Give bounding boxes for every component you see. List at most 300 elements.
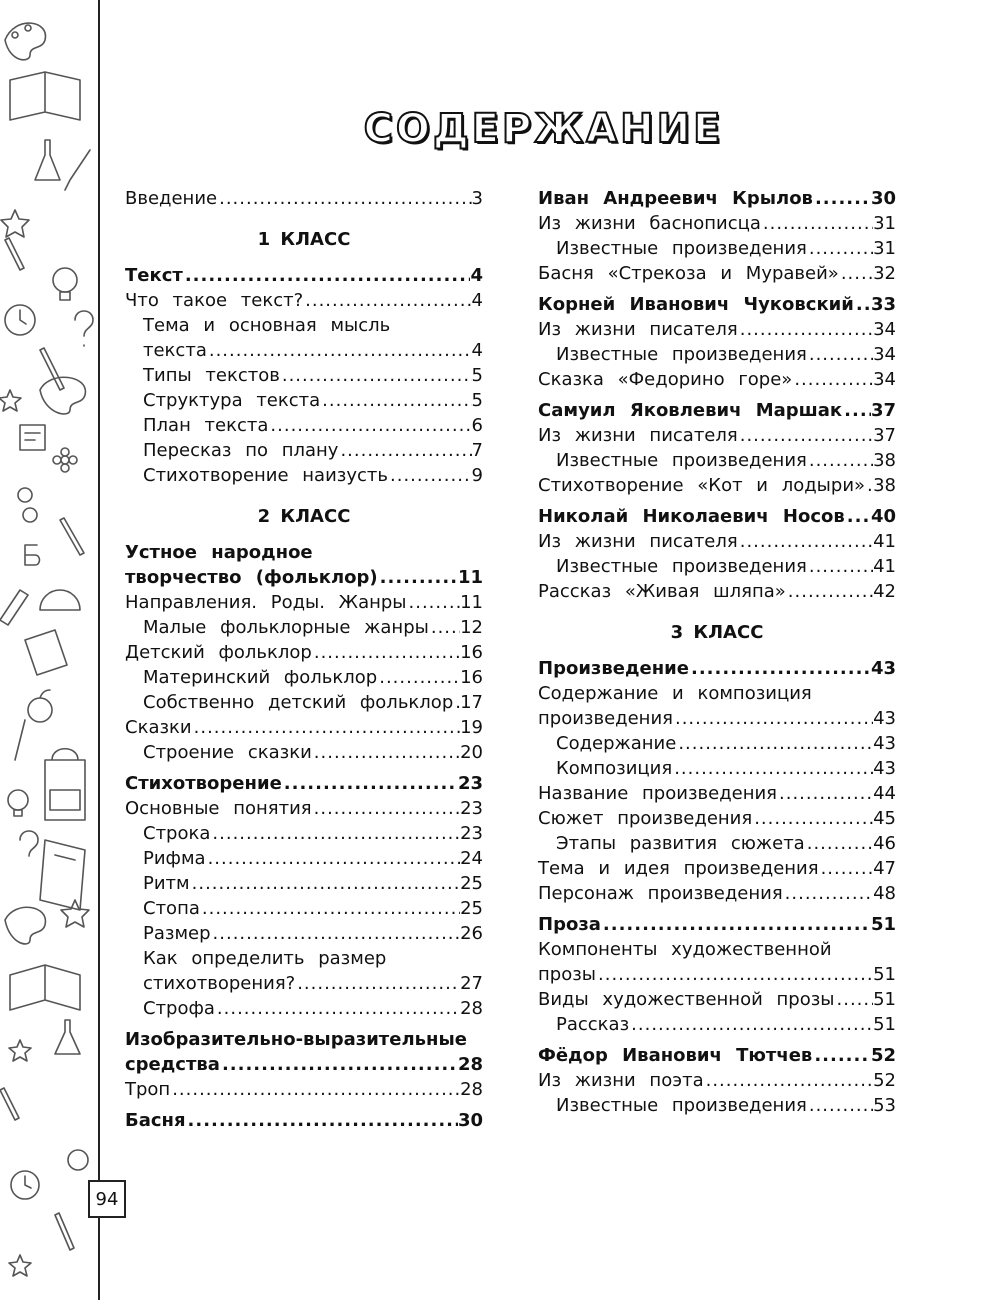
flower-icon	[53, 448, 77, 472]
toc-entry[interactable]	[538, 806, 896, 831]
toc-entry-title: Как определить размер	[143, 948, 387, 969]
toc-entry[interactable]	[125, 413, 483, 438]
dot-leader	[429, 615, 460, 640]
toc-entry-page: 52	[870, 1045, 896, 1066]
grade-section-heading: 1 КЛАСС	[257, 229, 351, 250]
star-icon-4	[9, 1040, 31, 1061]
alarm-clock-icon	[5, 305, 35, 335]
dot-leader	[777, 781, 873, 806]
toc-entry-page: 30	[457, 1110, 483, 1131]
toc-entry[interactable]	[125, 388, 483, 413]
pencil-icon-4	[0, 1088, 19, 1120]
toc-entry[interactable]	[125, 313, 483, 338]
dot-leader	[839, 261, 873, 286]
alarm-clock-icon-2	[11, 1171, 39, 1199]
toc-entry[interactable]	[125, 186, 483, 211]
brush-icon	[65, 150, 90, 190]
toc-entry[interactable]	[538, 881, 896, 906]
toc-entry-page: 19	[460, 717, 483, 738]
toc-entry-page: 37	[870, 400, 896, 421]
lightbulb-icon	[53, 268, 77, 300]
toc-entry-title: Произведение	[538, 658, 689, 679]
toc-entry-title: Басня «Стрекоза и Муравей»	[538, 263, 839, 284]
toc-entry-title: Устное народное	[125, 542, 313, 563]
palette-icon-3	[5, 907, 45, 944]
dot-leader	[282, 771, 458, 796]
toc-entry-title: Строка	[143, 823, 211, 844]
toc-entry[interactable]	[125, 896, 483, 921]
toc-entry[interactable]	[125, 565, 483, 590]
toc-entry-page: 51	[873, 964, 896, 985]
dot-leader	[689, 656, 871, 681]
book-icon	[10, 72, 80, 120]
toc-entry-title: Персонаж произведения	[538, 883, 783, 904]
toc-entry[interactable]	[538, 448, 896, 473]
dot-leader	[865, 473, 873, 498]
toc-entry-title: Размер	[143, 923, 211, 944]
toc-entry-page: 27	[460, 973, 483, 994]
toc-entry[interactable]	[125, 871, 483, 896]
dot-leader	[807, 1093, 873, 1118]
toc-entry-title: Стихотворение	[125, 773, 282, 794]
toc-entry-title: Малые фольклорные жанры	[143, 617, 429, 638]
palette-icon-2	[40, 377, 85, 414]
glasses-icon	[18, 488, 37, 522]
toc-entry-title: Стихотворение «Кот и лодыри»	[538, 475, 866, 496]
toc-left-column	[125, 186, 483, 1133]
toc-entry-page: 51	[873, 989, 896, 1010]
toc-entry-page: 32	[873, 263, 896, 284]
toc-entry-title: Рассказ	[556, 1014, 630, 1035]
toc-entry[interactable]	[125, 463, 483, 488]
protractor-icon	[40, 590, 80, 610]
dot-leader	[783, 881, 873, 906]
toc-entry-title: прозы	[538, 964, 596, 985]
toc-entry-page: 6	[471, 415, 483, 436]
toc-entry[interactable]	[125, 338, 483, 363]
dot-leader	[377, 665, 460, 690]
toc-entry[interactable]	[125, 715, 483, 740]
toc-entry[interactable]	[125, 363, 483, 388]
dot-leader	[295, 971, 460, 996]
toc-entry-title: Тема и идея произведения	[538, 858, 819, 879]
toc-entry-title: Основные понятия	[125, 798, 312, 819]
dot-leader	[453, 690, 460, 715]
toc-entry-page: 11	[460, 592, 483, 613]
toc-entry[interactable]	[125, 263, 483, 288]
dot-leader	[303, 288, 471, 313]
toc-entry-page: 33	[870, 294, 896, 315]
toc-entry-title: Компоненты художественной	[538, 939, 832, 960]
toc-entry-page: 24	[460, 848, 483, 869]
dot-leader	[338, 438, 471, 463]
toc-entry[interactable]	[538, 423, 896, 448]
toc-entry[interactable]	[538, 912, 896, 937]
toc-entry[interactable]	[538, 236, 896, 261]
grade-section-heading: 3 КЛАСС	[670, 622, 764, 643]
toc-entry[interactable]	[538, 579, 896, 604]
toc-entry-page: 17	[460, 692, 483, 713]
toc-entry[interactable]	[538, 398, 896, 423]
toc-entry-title: Самуил Яковлевич Маршак	[538, 400, 843, 421]
toc-entry[interactable]	[538, 261, 896, 286]
toc-entry[interactable]	[125, 821, 483, 846]
toc-entry-page: 43	[873, 758, 896, 779]
toc-entry-title: текста	[143, 340, 207, 361]
page-title: СОДЕРЖАНИЕ	[363, 106, 724, 152]
pencil-icon-5	[55, 1213, 74, 1250]
toc-entry-title: Из жизни поэта	[538, 1070, 704, 1091]
toc-entry[interactable]	[538, 473, 896, 498]
dot-leader	[190, 871, 460, 896]
toc-entry[interactable]	[538, 529, 896, 554]
toc-entry[interactable]	[538, 681, 896, 706]
lightbulb-icon-2	[8, 790, 28, 816]
dot-leader	[170, 1077, 460, 1102]
dot-leader	[738, 529, 873, 554]
toc-entry-title: Строфа	[143, 998, 215, 1019]
letter-b-icon	[25, 545, 40, 565]
toc-entry-title: Басня	[125, 1110, 186, 1131]
toc-entry[interactable]	[538, 1068, 896, 1093]
toc-entry-title: Детский фольклор	[125, 642, 312, 663]
toc-entry-title: Содержание и композиция	[538, 683, 812, 704]
dot-leader	[220, 1052, 458, 1077]
toc-entry-title: Тема и основная мысль	[143, 315, 391, 336]
toc-entry-page: 41	[873, 531, 896, 552]
toc-entry-page: 47	[873, 858, 896, 879]
toc-entry-page: 9	[471, 465, 483, 486]
star-icon-3	[61, 900, 89, 927]
page-number: 94	[88, 1180, 126, 1218]
ruler-icon	[0, 590, 28, 625]
dot-leader	[704, 1068, 873, 1093]
dot-leader	[601, 912, 871, 937]
dot-leader	[738, 317, 873, 342]
toc-entry-title: Из жизни писателя	[538, 531, 738, 552]
toc-entry[interactable]	[538, 962, 896, 987]
toc-entry[interactable]	[125, 921, 483, 946]
dot-leader	[186, 1108, 458, 1133]
toc-entry-page: 4	[470, 265, 483, 286]
toc-entry-page: 41	[873, 556, 896, 577]
toc-entry[interactable]	[125, 690, 483, 715]
toc-entry[interactable]	[538, 1043, 896, 1068]
toc-entry-title: Собственно детский фольклор	[143, 692, 454, 713]
toc-entry[interactable]	[538, 1012, 896, 1037]
toc-entry-title: Известные произведения	[556, 344, 807, 365]
dot-leader	[200, 896, 460, 921]
dot-leader	[312, 796, 460, 821]
toc-entry[interactable]	[125, 288, 483, 313]
toc-entry-page: 5	[471, 365, 483, 386]
toc-entry-title: Виды художественной прозы	[538, 989, 835, 1010]
toc-entry[interactable]	[125, 540, 483, 565]
toc-entry-page: 4	[471, 340, 483, 361]
toc-entry-page: 7	[471, 440, 483, 461]
dot-leader	[183, 263, 471, 288]
toc-entry[interactable]	[538, 342, 896, 367]
toc-entry-title: творчество (фольклор)	[125, 567, 378, 588]
toc-entry[interactable]	[125, 640, 483, 665]
toc-entry[interactable]	[125, 796, 483, 821]
toc-entry-page: 38	[873, 475, 896, 496]
toc-entry-title: Композиция	[556, 758, 673, 779]
toc-entry-title: Что такое текст?	[125, 290, 304, 311]
dot-leader	[211, 921, 461, 946]
toc-right-column	[538, 186, 896, 1118]
dot-leader	[786, 579, 873, 604]
toc-entry-title: Название произведения	[538, 783, 778, 804]
question-mark-icon	[75, 311, 93, 346]
toc-entry[interactable]	[125, 771, 483, 796]
dot-leader	[407, 590, 461, 615]
dot-leader	[378, 565, 458, 590]
toc-entry[interactable]	[125, 665, 483, 690]
toc-entry-title: Направления. Роды. Жанры	[125, 592, 407, 613]
toc-entry[interactable]	[125, 590, 483, 615]
toc-entry-page: 16	[460, 667, 483, 688]
toc-entry-title: План текста	[143, 415, 269, 436]
palette-icon	[5, 23, 45, 60]
toc-entry-title: Троп	[125, 1079, 171, 1100]
brush-icon-2	[15, 720, 25, 760]
toc-entry-title: Этапы развития сюжета	[556, 833, 805, 854]
grade-section-heading: 2 КЛАСС	[257, 506, 351, 527]
toc-entry-page: 28	[457, 1054, 483, 1075]
apple-icon	[28, 690, 52, 722]
dot-leader	[813, 186, 871, 211]
toc-entry-page: 4	[471, 290, 483, 311]
toc-entry-title: Корней Иванович Чуковский	[538, 294, 854, 315]
toc-entry-page: 23	[460, 798, 483, 819]
dot-leader	[835, 987, 874, 1012]
toc-entry-page: 42	[873, 581, 896, 602]
toc-entry-title: Рифма	[143, 848, 206, 869]
toc-entry[interactable]	[538, 656, 896, 681]
dot-leader	[819, 856, 874, 881]
dot-leader	[738, 423, 873, 448]
toc-entry-page: 34	[873, 319, 896, 340]
dot-leader	[842, 398, 871, 423]
toc-entry-page: 28	[460, 1079, 483, 1100]
toc-entry[interactable]	[538, 856, 896, 881]
toc-entry-page: 34	[873, 369, 896, 390]
toc-entry-title: Стихотворение наизусть	[143, 465, 388, 486]
toc-entry-page: 31	[873, 213, 896, 234]
toc-entry[interactable]	[538, 731, 896, 756]
star-icon-5	[9, 1255, 31, 1276]
toc-entry-page: 38	[873, 450, 896, 471]
toc-entry[interactable]	[125, 846, 483, 871]
toc-entry[interactable]	[125, 438, 483, 463]
toc-entry-title: Проза	[538, 914, 601, 935]
sticky-note-icon	[20, 425, 45, 450]
toc-entry-title: произведения	[538, 708, 673, 729]
dot-leader	[320, 388, 471, 413]
flask-icon-2	[55, 1020, 80, 1054]
toc-entry-page: 28	[460, 998, 483, 1019]
pencil-icon-2	[40, 348, 64, 390]
toc-entry-page: 40	[870, 506, 896, 527]
flask-icon	[35, 140, 60, 180]
toc-entry-title: Из жизни баснописца	[538, 213, 761, 234]
toc-entry-title: Фёдор Иванович Тютчев	[538, 1045, 813, 1066]
dot-leader	[629, 1012, 873, 1037]
toc-entry-title: Сказки	[125, 717, 192, 738]
toc-entry-title: Содержание	[556, 733, 677, 754]
toc-entry[interactable]	[538, 367, 896, 392]
toc-entry-page: 34	[873, 344, 896, 365]
toc-entry-page: 25	[460, 873, 483, 894]
toc-entry[interactable]	[538, 831, 896, 856]
dot-leader	[312, 740, 460, 765]
toc-entry[interactable]	[125, 615, 483, 640]
toc-entry[interactable]	[538, 317, 896, 342]
toc-entry[interactable]	[125, 946, 483, 971]
dot-leader	[673, 706, 873, 731]
dot-leader	[207, 338, 472, 363]
toc-entry[interactable]	[125, 1052, 483, 1077]
toc-entry-page: 30	[870, 188, 896, 209]
toc-entry[interactable]	[538, 781, 896, 806]
toc-entry[interactable]	[538, 1093, 896, 1118]
toc-entry-title: Известные произведения	[556, 556, 807, 577]
toc-entry[interactable]	[538, 937, 896, 962]
toc-entry-page: 43	[870, 658, 896, 679]
toc-entry[interactable]	[125, 1027, 483, 1052]
toc-entry[interactable]	[538, 211, 896, 236]
star-icon-2	[0, 390, 21, 411]
toc-entry[interactable]	[125, 996, 483, 1021]
dot-leader	[596, 962, 873, 987]
toc-entry[interactable]	[125, 1077, 483, 1102]
star-icon	[1, 210, 29, 237]
toc-entry-title: Стопа	[143, 898, 200, 919]
toc-entry-page: 5	[471, 390, 483, 411]
backpack-icon	[45, 749, 85, 820]
toc-entry-page: 26	[460, 923, 483, 944]
toc-entry[interactable]	[538, 987, 896, 1012]
toc-entry-title: стихотворения?	[143, 973, 296, 994]
toc-entry-page: 11	[457, 567, 483, 588]
toc-entry[interactable]	[538, 706, 896, 731]
pencil-icon	[5, 238, 24, 270]
book-icon-2	[40, 840, 85, 910]
toc-entry-title: Текст	[125, 265, 183, 286]
toc-entry-page: 48	[873, 883, 896, 904]
toc-entry-title: Структура текста	[143, 390, 321, 411]
toc-entry-page: 23	[457, 773, 483, 794]
toc-entry-title: Рассказ «Живая шляпа»	[538, 581, 786, 602]
toc-entry-title: Типы текстов	[143, 365, 280, 386]
dot-leader	[807, 554, 873, 579]
toc-entry-title: Иван Андреевич Крылов	[538, 188, 813, 209]
toc-entry-title: Николай Николаевич Носов	[538, 506, 845, 527]
toc-entry-title: Из жизни писателя	[538, 319, 738, 340]
lightbulb-icon-3	[68, 1150, 88, 1170]
toc-entry[interactable]	[538, 186, 896, 211]
toc-entry[interactable]	[538, 554, 896, 579]
toc-entry-page: 37	[873, 425, 896, 446]
toc-entry-page: 44	[873, 783, 896, 804]
dot-leader	[761, 211, 873, 236]
dot-leader	[268, 413, 471, 438]
toc-entry-page: 23	[460, 823, 483, 844]
toc-entry-page: 51	[873, 1014, 896, 1035]
toc-entry-title: Пересказ по плану	[143, 440, 339, 461]
dot-leader	[388, 463, 472, 488]
toc-entry-page: 31	[873, 238, 896, 259]
toc-entry-page: 3	[471, 188, 483, 209]
toc-entry-page: 25	[460, 898, 483, 919]
open-book-icon	[10, 965, 80, 1010]
toc-entry-page: 52	[873, 1070, 896, 1091]
toc-entry[interactable]	[125, 1108, 483, 1133]
toc-entry-page: 20	[460, 742, 483, 763]
toc-entry-title: Сюжет произведения	[538, 808, 753, 829]
toc-entry-page: 51	[870, 914, 896, 935]
dot-leader	[210, 821, 460, 846]
dot-leader	[312, 640, 460, 665]
toc-entry[interactable]	[538, 292, 896, 317]
dot-leader	[807, 448, 873, 473]
toc-entry-title: Строение сказки	[143, 742, 312, 763]
dot-leader	[672, 756, 873, 781]
toc-entry-page: 45	[873, 808, 896, 829]
question-mark-icon-2	[20, 831, 38, 856]
dot-leader	[752, 806, 873, 831]
toc-entry-title: Сказка «Федорино горе»	[538, 369, 793, 390]
toc-entry-page: 16	[460, 642, 483, 663]
dot-leader	[792, 367, 873, 392]
toc-entry-title: Известные произведения	[556, 1095, 807, 1116]
dot-leader	[676, 731, 873, 756]
toc-entry-title: Из жизни писателя	[538, 425, 738, 446]
dot-leader	[805, 831, 873, 856]
toc-entry-title: Ритм	[143, 873, 190, 894]
dot-leader	[812, 1043, 871, 1068]
toc-entry[interactable]	[538, 504, 896, 529]
dot-leader	[807, 236, 873, 261]
toc-entry[interactable]	[125, 740, 483, 765]
toc-entry-page: 53	[873, 1095, 896, 1116]
toc-entry-title: Известные произведения	[556, 450, 807, 471]
notebook-icon	[25, 630, 67, 675]
toc-entry-page: 43	[873, 733, 896, 754]
decorative-doodle-strip	[0, 0, 100, 1300]
toc-entry-page: 43	[873, 708, 896, 729]
toc-entry-title: Изобразительно-выразительные	[125, 1029, 467, 1050]
dot-leader	[845, 504, 871, 529]
toc-entry[interactable]	[538, 756, 896, 781]
dot-leader	[807, 342, 873, 367]
dot-leader	[206, 846, 461, 871]
dot-leader	[192, 715, 460, 740]
toc-entry-title: Известные произведения	[556, 238, 807, 259]
toc-entry-page: 46	[873, 833, 896, 854]
dot-leader	[215, 996, 460, 1021]
toc-entry-page: 12	[460, 617, 483, 638]
toc-entry-title: средства	[125, 1054, 220, 1075]
dot-leader	[854, 292, 871, 317]
toc-entry-title: Введение	[125, 188, 218, 209]
toc-entry-title: Материнский фольклор	[143, 667, 378, 688]
dot-leader	[280, 363, 472, 388]
dot-leader	[217, 186, 471, 211]
toc-entry[interactable]	[125, 971, 483, 996]
pencil-icon-3	[60, 518, 84, 555]
